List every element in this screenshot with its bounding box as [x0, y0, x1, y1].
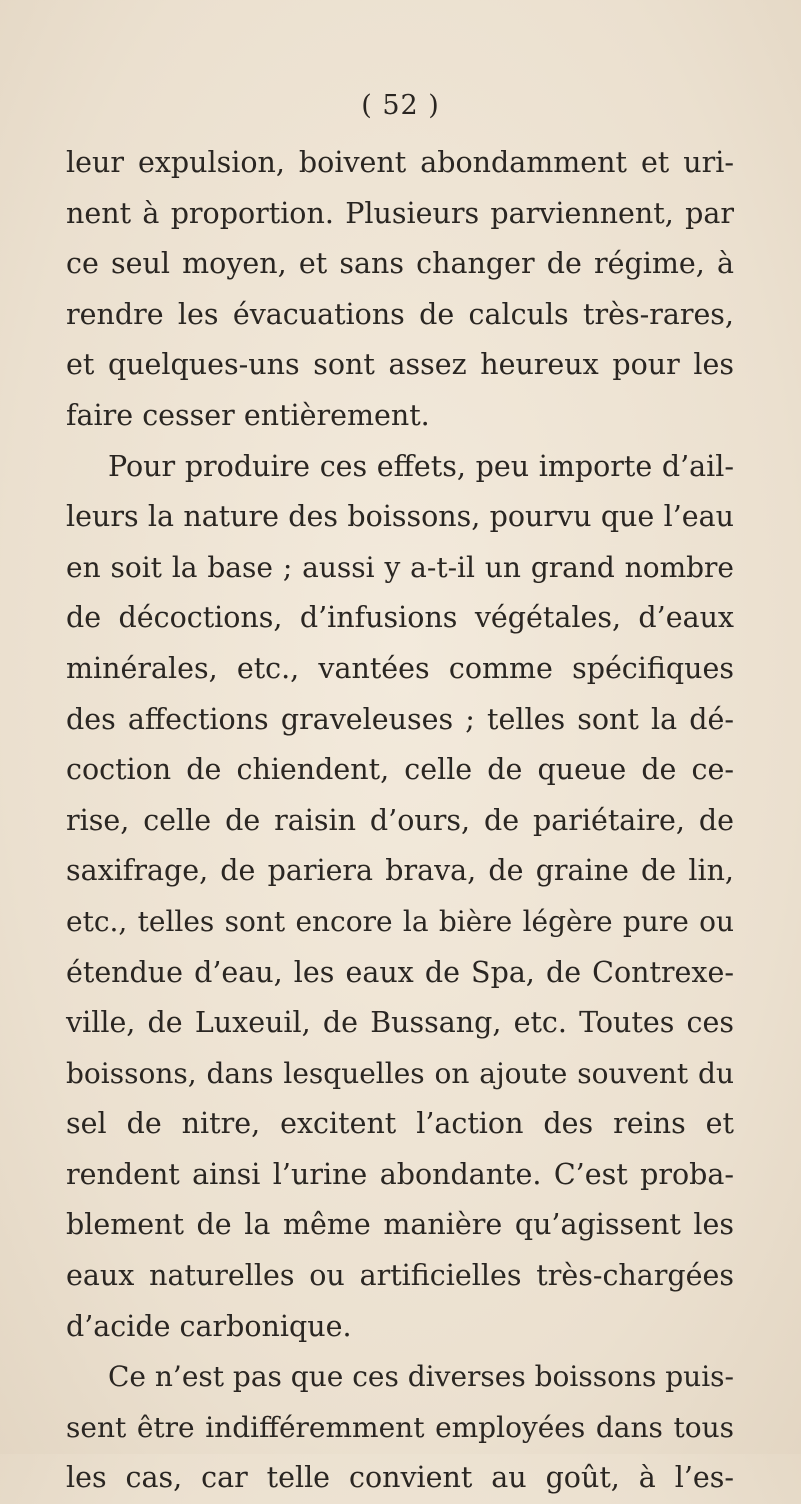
- text-line: Pour produire ces effets, peu importe d’ail-: [108, 449, 734, 483]
- text-line: minérales, etc., vantées comme spécifiques: [66, 651, 734, 685]
- text-line: ville, de Luxeuil, de Bussang, etc. Toutes ces: [66, 1006, 734, 1040]
- text-line: blement de la même manière qu’agissent les: [66, 1208, 734, 1242]
- text-line: Ce n’est pas que ces diverses boissons puis-: [108, 1360, 734, 1394]
- text-line: saxifrage, de pariera brava, de graine de lin,: [66, 854, 734, 888]
- text-line: sent être indifféremment employées dans tous: [66, 1410, 734, 1444]
- text-line: d’acide carbonique.: [66, 1309, 352, 1343]
- page-number: ( 52 ): [361, 90, 440, 121]
- text-line: de décoctions, d’infusions végétales, d’eaux: [66, 601, 734, 635]
- text-line: leur expulsion, boivent abondamment et uri-: [66, 146, 734, 179]
- text-line: sel de nitre, excitent l’action des reins et: [66, 1107, 734, 1141]
- text-line: rise, celle de raisin d’ours, de pariétaire, de: [66, 803, 734, 837]
- text-line: les cas, car telle convient au goût, à l’es-: [66, 1461, 734, 1495]
- text-line: nent à proportion. Plusieurs parviennent, par: [66, 196, 734, 230]
- text-line: coction de chiendent, celle de queue de ce-: [66, 753, 734, 787]
- text-line: eaux naturelles ou artificielles très-chargées: [66, 1259, 734, 1293]
- text-line: boissons, dans lesquelles on ajoute souvent du: [66, 1056, 734, 1090]
- text-line: faire cesser entièrement.: [66, 398, 430, 432]
- text-line: en soit la base ; aussi y a-t-il un grand nombre: [66, 550, 734, 584]
- text-line: des affections graveleuses ; telles sont la dé-: [66, 702, 734, 736]
- text-line: rendre les évacuations de calculs très-rares,: [66, 297, 734, 331]
- text-line: leurs la nature des boissons, pourvu que l’eau: [66, 500, 734, 534]
- body-text: [66, 138, 734, 1504]
- text-line: rendent ainsi l’urine abondante. C’est proba-: [66, 1157, 734, 1191]
- text-line: étendue d’eau, les eaux de Spa, de Contrexe-: [66, 955, 734, 989]
- text-line: et quelques-uns sont assez heureux pour les: [66, 348, 734, 382]
- text-line: etc., telles sont encore la bière légère pure ou: [66, 904, 734, 938]
- text-line: ce seul moyen, et sans changer de régime, à: [66, 247, 734, 281]
